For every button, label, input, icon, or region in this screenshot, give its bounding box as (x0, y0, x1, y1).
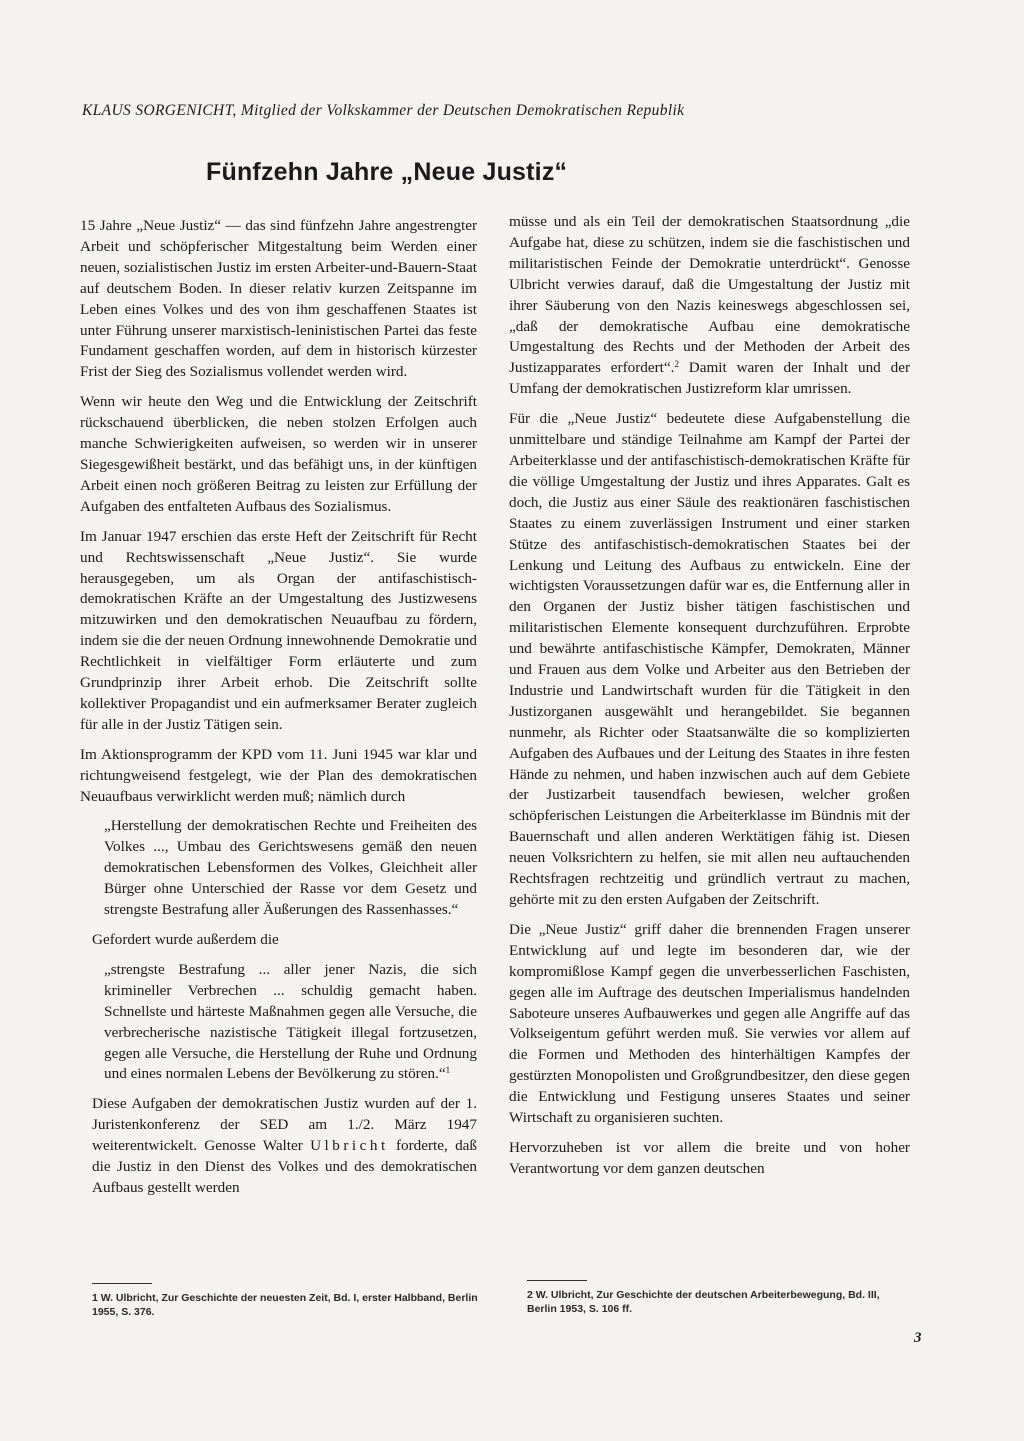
paragraph: Im Aktionsprogramm der KPD vom 11. Juni 1945 war klar und richtungweisend festgelegt, wie der Plan des demokratischen Neuaufbaus verwirklicht werden muß; nämlich durch (80, 745, 477, 805)
paragraph: Für die „Neue Justiz“ bedeutete diese Aufgabenstellung die unmittelbare und ständige Teilnahme am Kampf der Partei der Arbeiterklasse und der antifaschistisch-demokratischen Kräfte für die völlige Umgestaltung der Justiz und ihres Apparates. Galt es doch, die Justiz aus einer Säule des reaktionären faschistischen Staates zu einem zuverlässigen Instrument und einer starken Stütze des antifaschistisch-demokratischen Staates bei der Lenkung und Leitung des Aufbaus zu entwickeln. Eine der wichtigsten Voraussetzungen dafür war es, die Entfernung aller in den Organen der Justiz bisher tätigen faschistischen und militaristischen Elemente konsequent durchzuführen. Erprobte und bewährte antifaschistische Kämpfer, Demokraten, Männer und Frauen aus dem Volke und Arbeiter aus den Betrieben der Industrie und Landwirtschaft wurden für die Tätigkeit in den Justizorganen ausgewählt und herangebildet. Sie begannen nunmehr, als Richter oder Staatsanwälte die so komplizierten Aufgaben des Aufbaues und der Leitung des Staates in ihre festen Hände zu nehmen, und haben inzwischen auch auf dem Gebiete der Justizarbeit tausendfach bewiesen, welcher großen schöpferischen Leistungen die Arbeiterklasse im Bündnis mit der Bauernschaft und allen anderen Werktätigen fähig ist. Diesen neuen Volksrichtern zu helfen, sie mit allen neu auftauchenden Rechtsfragen rechtzeitig und gründlich vertraut zu machen, gehörte mit zu den ersten Aufgaben der Zeitschrift. (509, 410, 910, 908)
paragraph-text: Damit waren der Inhalt und der Umfang der demokratischen Justizreform klar umrissen. (509, 359, 910, 398)
left-column (80, 216, 477, 1208)
quotation: „Herstellung der demokratischen Rechte und Freiheiten des Volkes ..., Umbau des Gerichtswesens gemäß den neuen demokratischen Lebensformen des Volkes, Gleichheit aller Bürger ohne Unterschied der Rasse vor dem Gesetz und strengste Bestrafung aller Äußerungen des Rassenhasses.“ (104, 817, 477, 919)
quotation (80, 960, 477, 1085)
footnote-ref: 2 (674, 359, 679, 370)
page-number: 3 (914, 1330, 922, 1346)
paragraph (80, 1094, 477, 1199)
paragraph: 15 Jahre „Neue Justiz“ — das sind fünfzehn Jahre angestrengter Arbeit und schöpferischer Mitgestaltung beim Werden einer neuen, sozialistischen Justiz im ersten Arbeiter-und-Bauern-Staat auf deutschem Boden. In dieser relativ kurzen Zeitspanne im Leben eines Volkes und des von ihm geschaffenen Staates ist unter Führung unserer marxistisch-leninistischen Partei das feste Fundament geschaffen worden, auf dem in historisch kürzester Frist der Sieg des Sozialismus vollendet werden wird. (80, 217, 477, 381)
right-column (509, 212, 910, 1189)
paragraph: Wenn wir heute den Weg und die Entwicklung der Zeitschrift rückschauend überblicken, die neben stolzen Erfolgen auch manche Schwierigkeiten aufweisen, so werden wir in unserer Siegesgewißheit bestärkt, und das befähigt uns, in der künftigen Arbeit einen noch größeren Beitrag zu leisten zur Erfüllung der Aufgaben des entfalteten Aufbaus des Sozialismus. (80, 393, 477, 515)
footnote-2: 2 W. Ulbricht, Zur Geschichte der deutschen Arbeiterbewegung, Bd. III, Berlin 1953, S. 106 ff. (527, 1289, 880, 1315)
article-title: Fünfzehn Jahre „Neue Justiz“ (206, 158, 568, 186)
footnote-divider (92, 1283, 152, 1284)
paragraph: Hervorzuheben ist vor allem die breite und von hoher Verantwortung vor dem ganzen deutschen (509, 1138, 910, 1177)
quotation-text: „strengste Bestrafung ... aller jener Nazis, die sich krimineller Verbrechen ... schuldig gemacht haben. Schnellste und härteste Maßnahmen gegen alle Versuche, die verbrecherische nazistische Tätigkeit illegal fortzusetzen, gegen alle Versuche, die Herstellung der Ruhe und Ordnung und eines normalen Lebens der Bevölkerung zu stören.“ (104, 960, 477, 1083)
paragraph: Gefordert wurde außerdem die (92, 931, 279, 948)
paragraph-text: forderte, daß die Justiz in den Dienst des Volkes und des demokratischen Aufbaus gestellt werden (92, 1137, 477, 1196)
footnote-1: 1 W. Ulbricht, Zur Geschichte der neuesten Zeit, Bd. I, erster Halbband, Berlin 1955, S. 376. (92, 1292, 478, 1318)
paragraph: Im Januar 1947 erschien das erste Heft der Zeitschrift für Recht und Rechtswissenschaft „Neue Justiz“. Sie wurde herausgegeben, um als Organ der antifaschistisch-demokratischen Kräfte an der Umgestaltung des Justizwesens mitzuwirken und den demokratischen Neuaufbau zu fördern, indem sie die der neuen Ordnung innewohnende Demokratie und Rechtlichkeit in vielfältiger Form erläuterte und zum Grundprinzip ihrer Arbeit erhob. Die Zeitschrift sollte kollektiver Propagandist und ein aufmerksamer Berater zugleich für alle in der Justiz Tätigen sein. (80, 527, 477, 733)
paragraph-text: müsse und als ein Teil der demokratischen Staatsordnung „die Aufgabe hat, diese zu schützen, indem sie die faschistischen und militaristischen Feinde der Demokratie unterdrückt“. Genosse Ulbricht verwies darauf, daß die Umgestaltung der Justiz mit ihrer Säuberung von den Nazis keineswegs abgeschlossen sei, „daß der demokratische Aufbau eine demokratische Umgestaltung des Rechts und der Methoden der Arbeit des Justizapparates erfordert“. (509, 213, 910, 377)
spaced-name: Ulbricht (310, 1137, 389, 1155)
footnote-ref: 1 (445, 1065, 451, 1076)
paragraph: Die „Neue Justiz“ griff daher die brennenden Fragen unserer Entwicklung auf und legte im besonderen dar, wie der kompromißlose Kampf gegen die unverbesserlichen Faschisten, gegen alle im Auftrage des deutschen Imperialismus handelnden Saboteure unseres Aufbauwerkes und gegen alle Angriffe auf das Volkseigentum geführt werden muß. Sie verwies vor allem auf die Formen und Methoden des hinterhältigen Kampfes der gestürzten Monopolisten und Großgrundbesitzer, den diese gegen die Entwicklung und Festigung unseres Staates und seiner Wirtschaft zu organisieren suchten. (509, 920, 910, 1127)
footnote-divider (527, 1280, 587, 1281)
paragraph (509, 212, 910, 400)
author-byline: KLAUS SORGENICHT, Mitglied der Volkskammer der Deutschen Demokratischen Republik (82, 102, 685, 119)
paragraph-text: Diese Aufgaben der demokratischen Justiz wurden auf der 1. Juristenkonferenz der SED am 1./2. März 1947 weiterentwickelt. Genosse Walter (92, 1095, 477, 1155)
